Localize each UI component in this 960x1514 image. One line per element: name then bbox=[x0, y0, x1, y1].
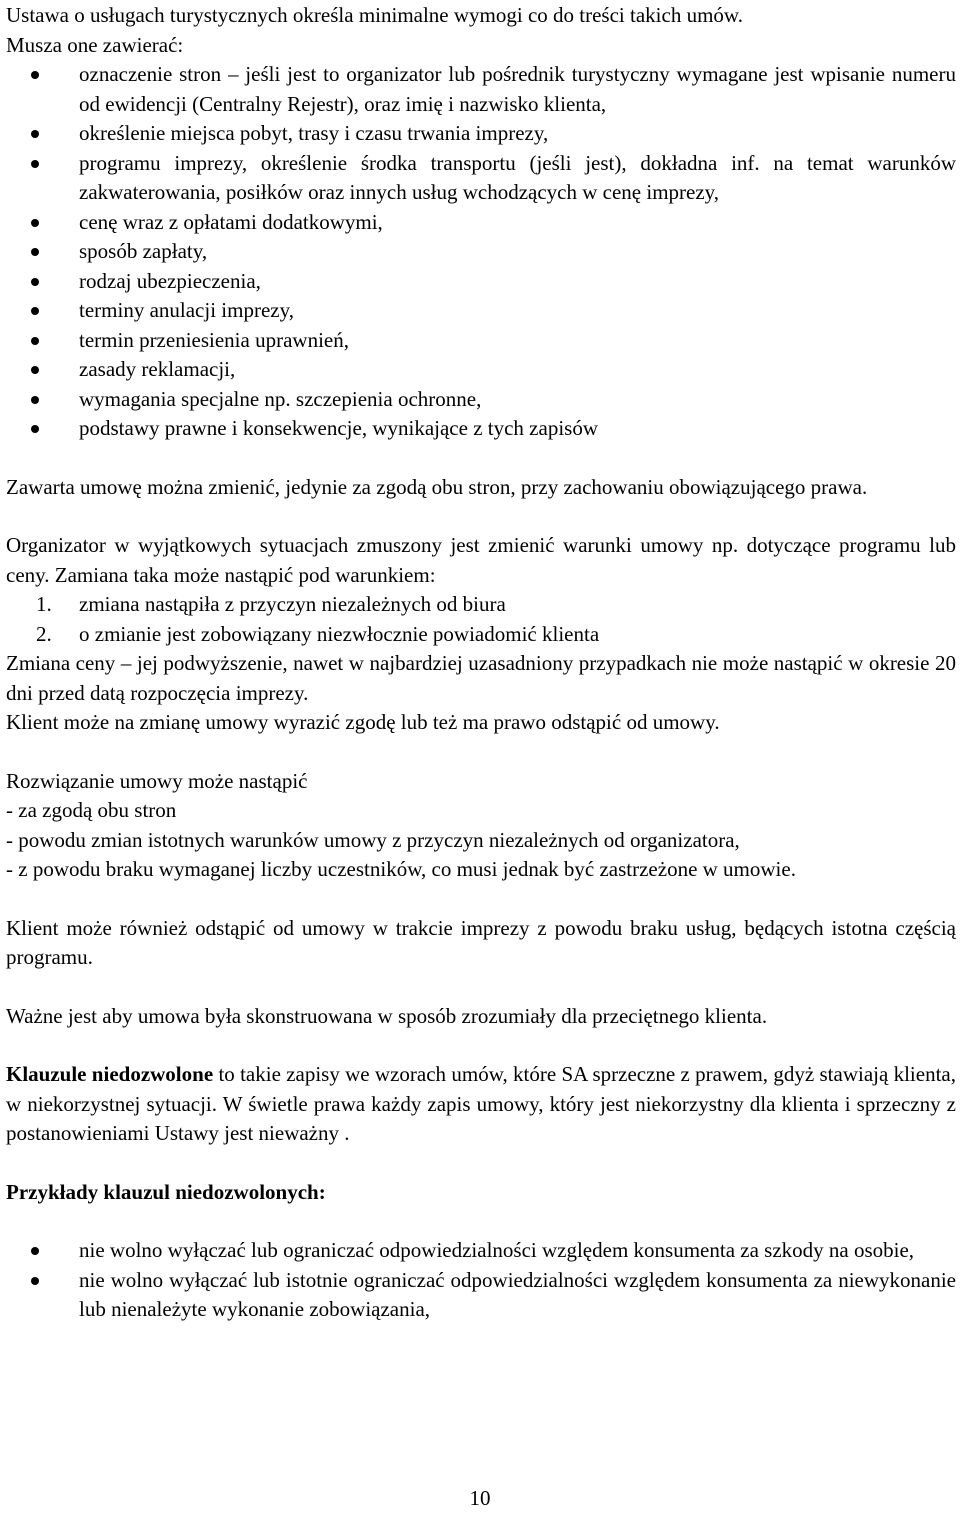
termination-item: - powodu zmian istotnych warunków umowy z przyczyn niezależnych od organizatora, bbox=[6, 827, 740, 852]
list-item: zasady reklamacji, bbox=[6, 355, 956, 385]
list-item: termin przeniesienia uprawnień, bbox=[6, 326, 956, 356]
list-item: określenie miejsca pobyt, trasy i czasu trwania imprezy, bbox=[6, 119, 956, 149]
prohibited-clauses-list bbox=[6, 1236, 956, 1325]
paragraph-organizer-change: Organizator w wyjątkowych sytuacjach zmuszony jest zmienić warunki umowy np. dotyczące programu lub ceny. Zamiana taka może nastąpić pod warunkiem: bbox=[6, 533, 956, 587]
document-page bbox=[6, 0, 956, 1325]
intro-line-2: Musza one zawierać: bbox=[6, 32, 184, 57]
list-item: wymagania specjalne np. szczepienia ochronne, bbox=[6, 385, 956, 415]
list-item: sposób zapłaty, bbox=[6, 237, 956, 267]
list-item: nie wolno wyłączać lub ograniczać odpowiedzialności względem konsumenta za szkody na osobie, bbox=[6, 1236, 956, 1266]
list-item bbox=[6, 590, 956, 620]
list-text: o zmianie jest zobowiązany niezwłocznie powiadomić klienta bbox=[79, 621, 600, 646]
examples-heading-text: Przykłady klauzul niedozwolonych: bbox=[6, 1179, 326, 1204]
examples-heading bbox=[6, 1178, 956, 1208]
list-number: 2. bbox=[36, 621, 52, 646]
list-item: rodzaj ubezpieczenia, bbox=[6, 267, 956, 297]
list-number: 1. bbox=[36, 592, 52, 616]
paragraph-prohibited-clauses bbox=[6, 1060, 956, 1149]
termination-heading: Rozwiązanie umowy może nastąpić bbox=[6, 768, 308, 793]
paragraph-price-change: Zmiana ceny – jej podwyższenie, nawet w najbardziej uzasadniony przypadkach nie może nastąpić w okresie 20 dni przed datą rozpoczęcia imprezy. bbox=[6, 651, 956, 705]
paragraph-clarity: Ważne jest aby umowa była skonstruowana w sposób zrozumiały dla przeciętnego klienta. bbox=[6, 1003, 768, 1028]
paragraph-client-consent: Klient może na zmianę umowy wyrazić zgodę lub też ma prawo odstąpić od umowy. bbox=[6, 710, 720, 734]
list-item: cenę wraz z opłatami dodatkowymi, bbox=[6, 208, 956, 238]
list-item: podstawy prawne i konsekwencje, wynikające z tych zapisów bbox=[6, 414, 956, 444]
list-item: nie wolno wyłączać lub istotnie ograniczać odpowiedzialności względem konsumenta za niewykonanie lub nienależyte wykonanie zobowiązania, bbox=[6, 1266, 956, 1325]
page-number: 10 bbox=[469, 1486, 491, 1510]
conditions-list bbox=[6, 590, 956, 649]
list-item: programu imprezy, określenie środka transportu (jeśli jest), dokładna inf. na temat warunków zakwaterowania, posiłków oraz innych usług wchodzących w cenę imprezy, bbox=[6, 149, 956, 208]
clauses-text: to takie zapisy we wzorach umów, które SA sprzeczne z prawem, gdyż stawiają klienta, w niekorzystnej sytuacji. W świetle prawa każdy zapis umowy, który jest niekorzystny dla klienta i sprzeczny z postanowieniami Ustawy jest nieważny . bbox=[6, 1062, 956, 1145]
list-text: zmiana nastąpiła z przyczyn niezależnych od biura bbox=[79, 592, 506, 616]
contract-requirements-list bbox=[6, 60, 956, 444]
list-item: oznaczenie stron – jeśli jest to organizator lub pośrednik turystyczny wymagane jest wpisanie numeru od ewidencji (Centralny Rejestr), oraz imię i nazwisko klienta, bbox=[6, 60, 956, 119]
paragraph-contract-change: Zawarta umowę można zmienić, jedynie za zgodą obu stron, przy zachowaniu obowiązującego prawa. bbox=[6, 474, 868, 499]
term-bold: Klauzule niedozwolone bbox=[6, 1062, 214, 1086]
termination-section bbox=[6, 767, 956, 885]
termination-item: - za zgodą obu stron bbox=[6, 798, 177, 822]
list-item: terminy anulacji imprezy, bbox=[6, 296, 956, 326]
list-item bbox=[6, 620, 956, 650]
intro-line-1: Ustawa o usługach turystycznych określa minimalne wymogi co do treści takich umów. bbox=[6, 3, 743, 27]
termination-item: - z powodu braku wymaganej liczby uczestników, co musi jednak być zastrzeżone w umowie. bbox=[6, 857, 796, 881]
paragraph-client-withdrawal: Klient może również odstąpić od umowy w trakcie imprezy z powodu braku usług, będących istotna częścią programu. bbox=[6, 915, 956, 969]
